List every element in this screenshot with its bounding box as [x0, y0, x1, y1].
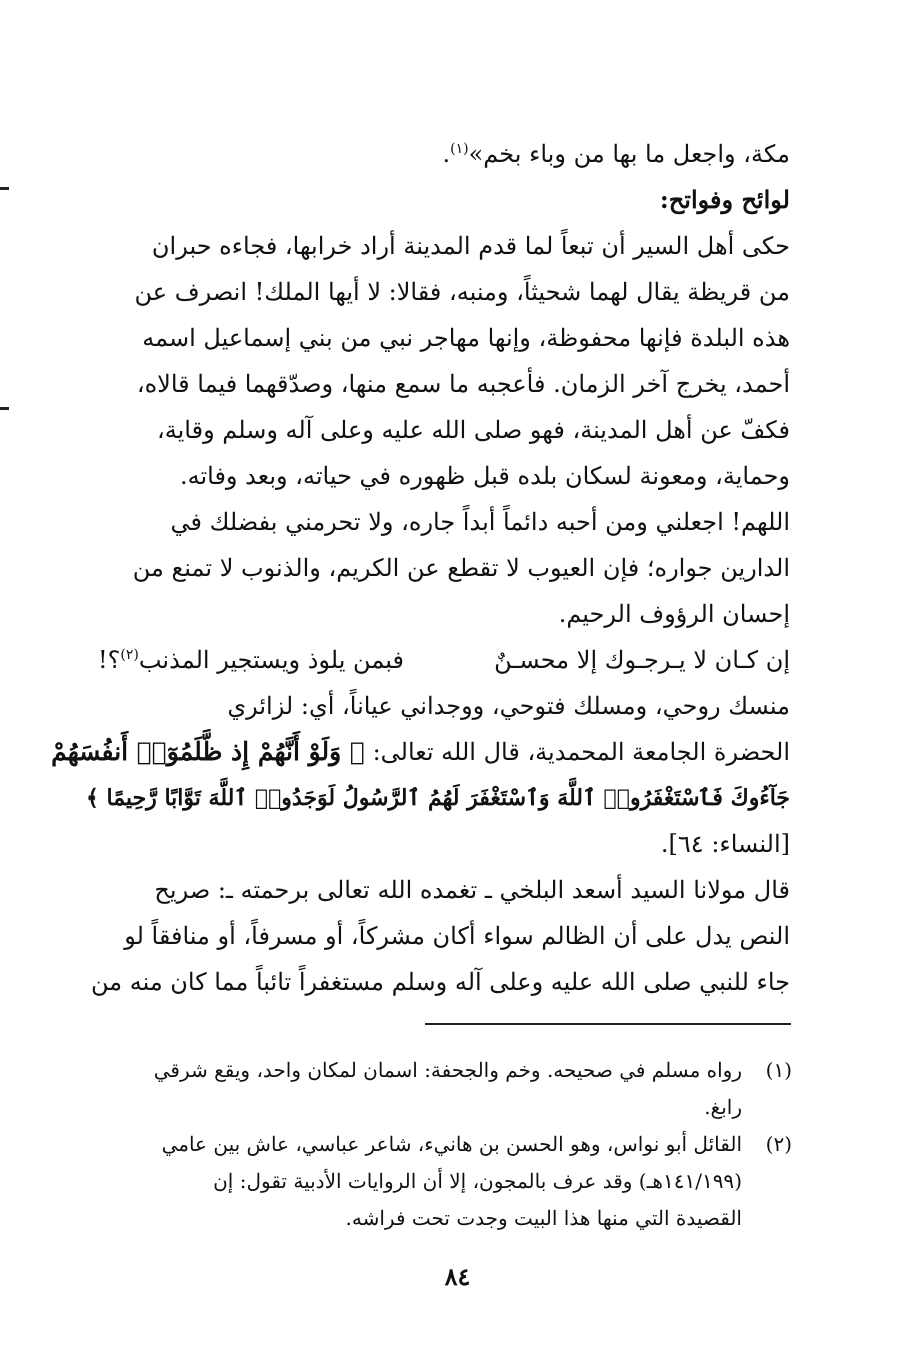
text-line: إحسان الرؤوف الرحيم. — [558, 600, 790, 628]
footnote-ref-1: (١) — [450, 141, 469, 157]
main-text — [51, 131, 790, 1005]
footnote-1 — [92, 1052, 792, 1126]
page-number: ٨٤ — [444, 1262, 471, 1291]
text-line: هذه البلدة فإنها محفوظة، وإنها مهاجر نبي من بني إسماعيل اسمه — [142, 324, 790, 352]
poem-verse — [98, 637, 790, 683]
footnote-line: رواه مسلم في صحيحه. وخم والجحفة: اسمان لمكان واحد، ويقع شرقي — [153, 1058, 742, 1082]
text-line: منسك روحي، ومسلك فتوحي، ووجداني عياناً، أي: لزائري — [227, 692, 790, 720]
footnote-line: رابغ. — [704, 1095, 742, 1119]
text-line: الدارين جواره؛ فإن العيوب لا تقطع عن الكريم، والذنوب لا تمنع من — [132, 554, 790, 582]
poem-first-half: إن كـان لا يـرجـوك إلا محسـنٌ — [494, 646, 790, 674]
footnote-separator — [425, 1023, 791, 1025]
text-line: مكة، واجعل ما بها من وباء بخم»$^{(١)}$. — [442, 140, 790, 168]
footnote-ref-2: (٢) — [120, 647, 139, 663]
text-line: اللهم! اجعلني ومن أحبه دائماً أبداً جاره، ولا تحرمني بفضلك في — [170, 508, 790, 536]
section-heading: لوائح وفواتح: — [659, 185, 790, 214]
footnote-number: (٢) — [765, 1132, 792, 1156]
footnotes — [92, 1052, 792, 1237]
verse-citation: [النساء: ٦٤]. — [660, 830, 790, 858]
text-line: جاء للنبي صلى الله عليه وعلى آله وسلم مستغفراً تائباً مما كان منه من — [90, 968, 790, 996]
footnote-line: القائل أبو نواس، وهو الحسن بن هانيء، شاعر عباسي، عاش بين عامي — [161, 1132, 742, 1156]
footnote-number: (١) — [765, 1058, 792, 1082]
quran-verse-part2: جَآءُوكَ فَٱسْتَغْفَرُوا۟ ٱللَّهَ وَٱسْتَغْفَرَ لَهُمُ ٱلرَّسُولُ لَوَجَدُوا۟ ٱللَّهَ تَوَّابًا رَّحِيمًا ﴾ — [85, 785, 790, 811]
text-line: من قريظة يقال لهما شحيثاً، ومنبه، فقالا: لا أيها الملك! انصرف عن — [134, 278, 790, 306]
margin-mark — [0, 407, 9, 410]
footnote-line: (١٤١/١٩٩هـ) وقد عرف بالمجون، إلا أن الروايات الأدبية تقول: إن — [213, 1169, 742, 1193]
text-line: قال مولانا السيد أسعد البلخي ـ تغمده الله تعالى برحمته ـ: صريح — [154, 876, 790, 904]
text-line: فكفّ عن أهل المدينة، فهو صلى الله عليه وعلى آله وسلم وقاية، — [157, 416, 790, 444]
margin-mark — [0, 187, 9, 190]
footnote-2 — [92, 1126, 792, 1237]
text-line: وحماية، ومعونة لسكان بلده قبل ظهوره في حياته، وبعد وفاته. — [179, 462, 790, 490]
text-line: النص يدل على أن الظالم سواء أكان مشركاً، أو مسرفاً، أو منافقاً لو — [124, 922, 790, 950]
text-line: الحضرة الجامعة المحمدية، قال الله تعالى: ﴿ وَلَوْ أَنَّهُمْ إِذ ظَّلَمُوٓا۟ أَنفُسَهُمْ — [51, 737, 790, 766]
footnote-line: القصيدة التي منها هذا البيت وجدت تحت فراشه. — [345, 1206, 742, 1230]
text-line: حكى أهل السير أن تبعاً لما قدم المدينة أراد خرابها، فجاءه حبران — [151, 232, 790, 260]
poem-second-half: فبمن يلوذ ويستجير المذنب$^{(٢)}$؟! — [98, 646, 404, 674]
quran-verse-part1: ﴿ وَلَوْ أَنَّهُمْ إِذ ظَّلَمُوٓا۟ أَنفُسَهُمْ — [51, 737, 365, 766]
text-line: أحمد، يخرج آخر الزمان. فأعجبه ما سمع منها، وصدّقهما فيما قالاه، — [136, 370, 790, 398]
